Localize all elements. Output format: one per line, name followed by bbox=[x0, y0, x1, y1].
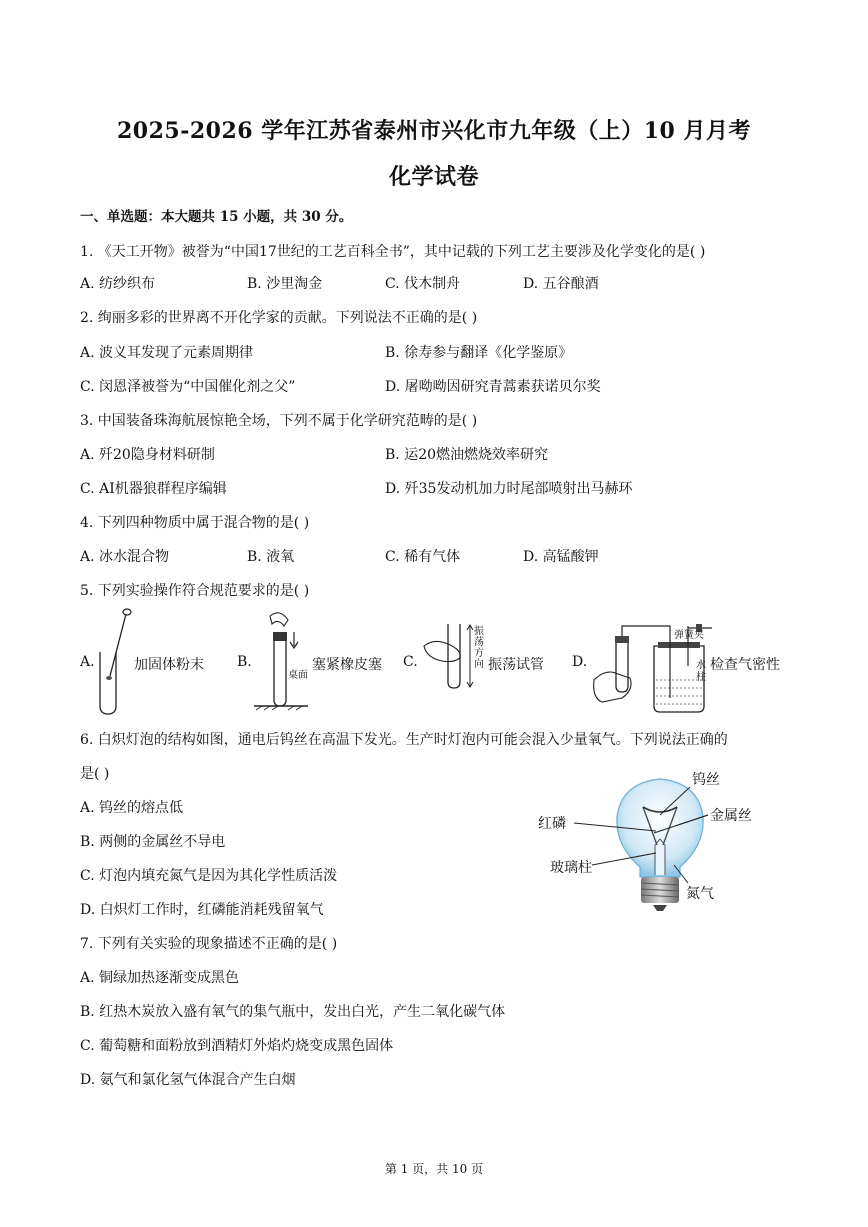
question-1-stem: 1. 《天工开物》被誉为“中国17世纪的工艺百科全书”，其中记载的下列工艺主要涉及化学变化的是( ) bbox=[80, 244, 706, 260]
q5-option-c: C. bbox=[403, 654, 418, 670]
q6-option-d: D. 白炽灯工作时，红磷能消耗残留氧气 bbox=[80, 902, 324, 918]
page-subtitle: 化学试卷 bbox=[388, 164, 479, 190]
q4-option-c: C. 稀有气体 bbox=[385, 549, 461, 565]
question-3-stem: 3. 中国装备珠海航展惊艳全场，下列不属于化学研究范畴的是( ) bbox=[80, 413, 478, 429]
q4-option-d: D. 高锰酸钾 bbox=[523, 549, 599, 565]
q5-option-a: A. bbox=[80, 654, 95, 670]
bulb-leader-lines bbox=[530, 765, 770, 915]
light-bulb-figure bbox=[530, 765, 770, 915]
q7-option-c: C. 葡萄糖和面粉放到酒精灯外焰灼烧变成黑色固体 bbox=[80, 1038, 394, 1054]
question-4-stem: 4. 下列四种物质中属于混合物的是( ) bbox=[80, 515, 310, 531]
q5-option-b-text: 塞紧橡皮塞 bbox=[312, 657, 382, 673]
q1-option-c: C. 伐木制舟 bbox=[385, 276, 461, 292]
q5-option-c-text: 振荡试管 bbox=[488, 657, 544, 673]
q3-option-d: D. 歼35发动机加力时尾部喷射出马赫环 bbox=[385, 481, 633, 497]
q4-option-a: A. 冰水混合物 bbox=[80, 549, 170, 565]
q1-option-a: A. 纺纱织布 bbox=[80, 276, 156, 292]
question-5-stem: 5. 下列实验操作符合规范要求的是( ) bbox=[80, 583, 310, 599]
question-6-stem: 6. 白炽灯泡的结构如图，通电后钨丝在高温下发光。生产时灯泡内可能会混入少量氧气。下列说法正确的 bbox=[80, 732, 728, 748]
stopper-tube-icon bbox=[252, 610, 312, 718]
q5-option-a-text: 加固体粉末 bbox=[134, 657, 204, 673]
q1-option-b: B. 沙里淘金 bbox=[247, 276, 323, 292]
q4-option-b: B. 液氧 bbox=[247, 549, 295, 565]
glass-rod-label: 玻璃柱 bbox=[550, 860, 592, 876]
nitrogen-label: 氮气 bbox=[686, 886, 714, 902]
question-7-stem: 7. 下列有关实验的现象描述不正确的是( ) bbox=[80, 936, 338, 952]
q3-option-b: B. 运20燃油燃烧效率研究 bbox=[385, 447, 549, 463]
q2-option-a: A. 波义耳发现了元素周期律 bbox=[80, 345, 254, 361]
page-footer: 第 1 页，共 10 页 bbox=[384, 1162, 484, 1176]
section-heading: 一、单选题：本大题共 15 小题，共 30 分。 bbox=[80, 209, 353, 225]
q6-option-c: C. 灯泡内填充氮气是因为其化学性质活泼 bbox=[80, 868, 338, 884]
page-title: 2025-2026 学年江苏省泰州市兴化市九年级（上）10 月月考 bbox=[116, 118, 752, 144]
q7-option-b: B. 红热木炭放入盛有氧气的集气瓶中，发出白光，产生二氧化碳气体 bbox=[80, 1004, 506, 1020]
desk-label: 桌面 bbox=[288, 670, 308, 681]
question-6-stem-cont: 是( ) bbox=[80, 766, 110, 782]
shake-direction-label: 振荡方向 bbox=[474, 626, 484, 670]
q5-option-d-text: 检查气密性 bbox=[710, 657, 780, 673]
metal-wire-label: 金属丝 bbox=[710, 808, 752, 824]
q3-option-c: C. AI机器狼群程序编辑 bbox=[80, 481, 227, 497]
tungsten-label: 钨丝 bbox=[692, 772, 720, 788]
q5-option-b: B. bbox=[237, 654, 252, 670]
q7-option-d: D. 氨气和氯化氢气体混合产生白烟 bbox=[80, 1072, 296, 1088]
q6-option-a: A. 钨丝的熔点低 bbox=[80, 800, 184, 816]
q2-option-c: C. 闵恩泽被誉为“中国催化剂之父” bbox=[80, 379, 296, 395]
q5-option-d: D. bbox=[572, 654, 588, 670]
water-column-label: 水柱 bbox=[696, 660, 706, 683]
shaking-tube-icon bbox=[418, 624, 478, 716]
q6-option-b: B. 两侧的金属丝不导电 bbox=[80, 834, 226, 850]
q5-apparatus-figure bbox=[78, 606, 798, 718]
spring-clip-label: 弹簧夹 bbox=[674, 630, 704, 641]
q2-option-b: B. 徐寿参与翻译《化学鉴原》 bbox=[385, 345, 573, 361]
q3-option-a: A. 歼20隐身材料研制 bbox=[80, 447, 215, 463]
question-2-stem: 2. 绚丽多彩的世界离不开化学家的贡献。下列说法不正确的是( ) bbox=[80, 310, 478, 326]
q2-option-d: D. 屠呦呦因研究青蒿素获诺贝尔奖 bbox=[385, 379, 601, 395]
q7-option-a: A. 铜绿加热逐渐变成黑色 bbox=[80, 970, 240, 986]
q1-option-d: D. 五谷酿酒 bbox=[523, 276, 599, 292]
red-phosphorus-label: 红磷 bbox=[538, 816, 566, 832]
